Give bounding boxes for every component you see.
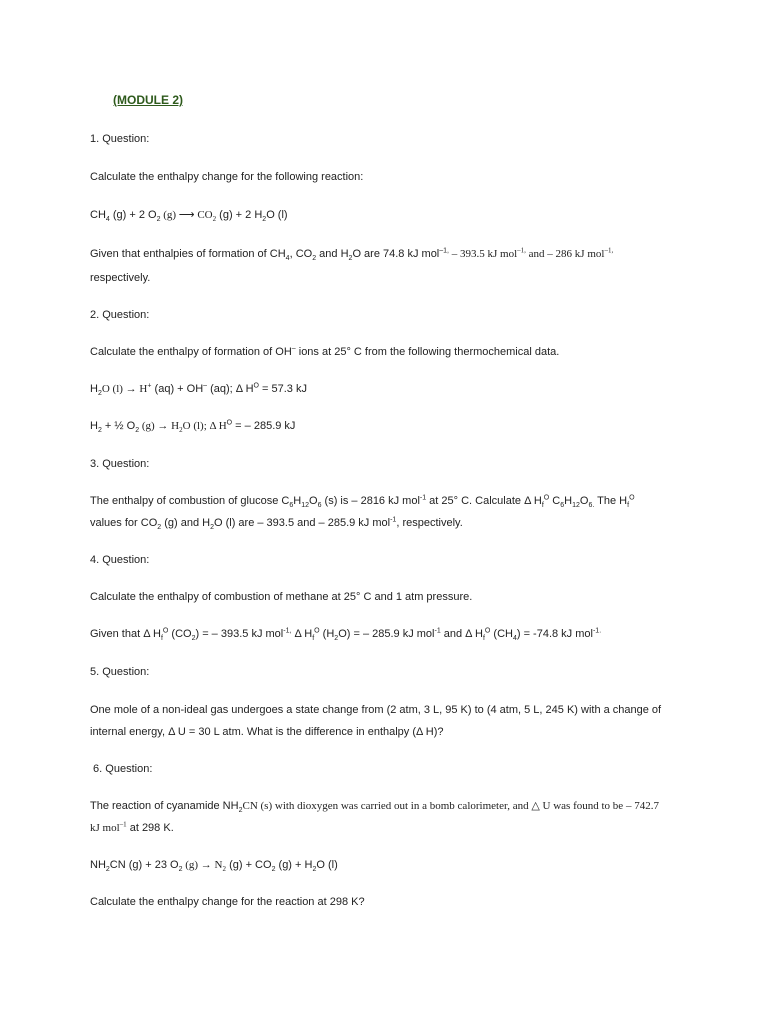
question-1-given-continued: respectively. [90, 272, 151, 284]
question-1-given: Given that enthalpies of formation of $CH_4$, $CO_2$ and $H_2O$ are 74.8 kJ mol$^{-1,}$ – 393.5 kJ mol$^{-1,}$ and – 286 kJ mol$^{-1,}$ [90, 246, 614, 263]
question-3-line-1: The enthalpy of combustion of glucose $C_6H_{12}O_6$ (s) is – 2816 kJ mol$^{-1}$ at 25° C. Calculate Δ $H_f^O$ $C_6H_{12}O_{6.}$ The $H_f^O$ [90, 494, 635, 510]
question-1-reaction: $CH_4$ (g) + 2 $O_2$ (g) ⟶ $CO_2$ (g) + 2 $H_2O$ (l) [90, 209, 288, 224]
question-5-line-2: internal energy, Δ U = 30 L atm. What is the difference in enthalpy (Δ H)? [90, 726, 444, 738]
page-title: (MODULE 2) [113, 93, 183, 107]
question-6-heading: 6. Question: [90, 763, 153, 775]
question-6-line-2: kJ mol$^{-1}$ at 298 K. [90, 820, 174, 834]
question-6-prompt: Calculate the enthalpy change for the reaction at 298 K? [90, 896, 365, 908]
question-3-heading: 3. Question: [90, 458, 150, 470]
question-4-given: Given that Δ $H_f^O$ $(CO_2)$ = – 393.5 kJ mol$^{-1,}$ Δ $H_f^O$ $(H_2O)$ = – 285.9 kJ mol$^{-1}$ and Δ $H_f^O$ $(CH_4) = -74.8$ kJ mol$^{-1.}$ [90, 627, 602, 643]
question-2-heading: 2. Question: [90, 309, 150, 321]
question-1-prompt: Calculate the enthalpy change for the following reaction: [90, 171, 364, 183]
question-6-line-1: The reaction of cyanamide $NH_2CN$ (s) with dioxygen was carried out in a bomb calorimeter, and △ U was found to be – 742.7 [90, 800, 659, 815]
question-2-equation-2: $H_2$ + ½ $O_2$ $(g) \to H_2O$ (l); Δ $H^O$ = – 285.9 kJ [90, 419, 296, 435]
question-3-line-2: values for $CO_2$ (g) and $H_2O$ (l) are – 393.5 and – 285.9 kJ mol$^{-1}$, respectively. [90, 516, 463, 532]
question-5-heading: 5. Question: [90, 666, 150, 678]
question-4-prompt: Calculate the enthalpy of combustion of methane at 25° C and 1 atm pressure. [90, 591, 473, 603]
question-2-equation-1: $H_2O$ (l) → H+ (aq) + OH– (aq); Δ $H^O = 57.3$ kJ [90, 382, 307, 398]
question-1-heading: 1. Question: [90, 133, 150, 145]
question-6-reaction: $NH_2CN$ (g) + 23 $O_2$ $(g) \to N_2$ $(g) + CO_2$ $(g) + H_2O$ (l) [90, 859, 338, 874]
question-5-line-1: One mole of a non-ideal gas undergoes a state change from (2 atm, 3 L, 95 K) to (4 atm, 5 L, 245 K) with a change of [90, 704, 662, 716]
question-4-heading: 4. Question: [90, 554, 150, 566]
question-2-prompt: Calculate the enthalpy of formation of OH– ions at 25° C from the following thermochemical data. [90, 345, 560, 358]
